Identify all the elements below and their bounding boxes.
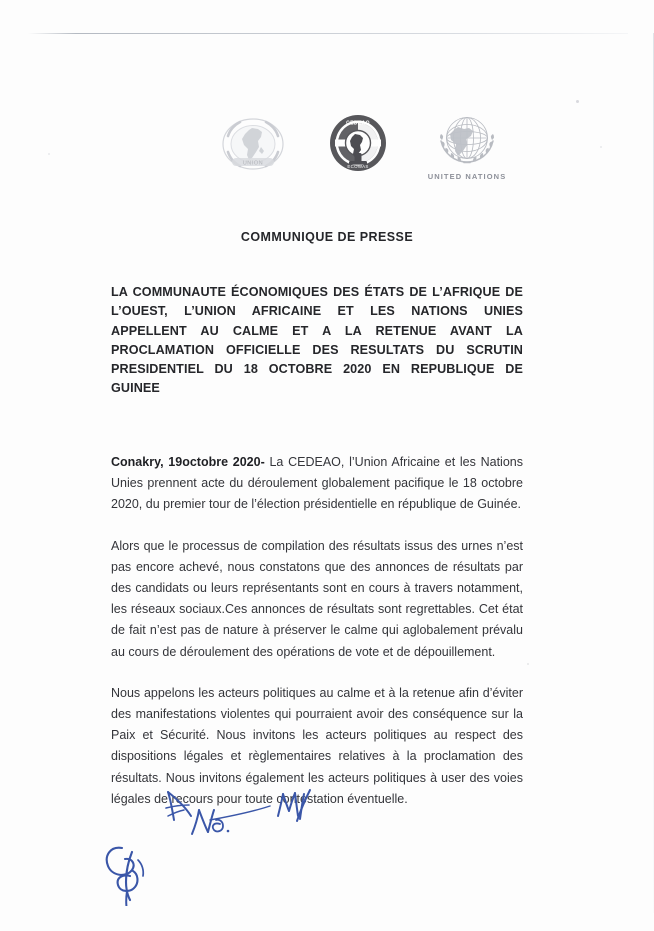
united-nations-caption: UNITED NATIONS <box>427 172 507 181</box>
logo-band <box>0 108 654 194</box>
dateline: Conakry, 19octobre 2020- <box>111 455 265 469</box>
united-nations-emblem-icon <box>412 110 522 181</box>
ecowas-cedeao-emblem-icon <box>312 112 404 174</box>
scan-speck <box>576 100 579 103</box>
document-body <box>111 452 523 810</box>
press-release-label: COMMUNIQUE DE PRESSE <box>240 230 414 244</box>
paragraph-dateline <box>111 452 523 516</box>
page-title: LA COMMUNAUTE ÉCONOMIQUES DES ÉTATS DE L’AFRIQUE DE L’OUEST, L’UNION AFRICAINE ET LES NATIONS UNIES APPELLENT AU CALME ET A LA RETENUE AVANT LA PROCLAMATION OFFICIELLE DES RESULTATS DU SCRUTIN PRESIDENTIEL DU 18 OCTOBRE 2020 EN REPUBLIQUE DE GUINEE <box>111 285 523 396</box>
african-union-emblem-icon <box>205 114 301 176</box>
svg-text:CEDEAO: CEDEAO <box>346 120 370 127</box>
paragraph-text: Alors que le processus de compilation des résultats issus des urnes n’est pas encore achevé, nous constatons que des annonces de résultats par des candidats ou leurs représentants sont en cours à travers notamment, les réseaux sociaux.Ces annonces de résultats sont regrettables. Cet état de fait n’est pas de nature à préserver le calme qui aglobalement prévalu au cours de déroulement des opérations de vote et de dépouillement. <box>111 538 523 659</box>
scan-speck <box>527 663 529 665</box>
svg-text:ECOWAS: ECOWAS <box>347 164 369 169</box>
paragraph-text: Nous appelons les acteurs politiques au calme et à la retenue afin d’éviter des manifestations violentes qui pourraient avoir des conséquence sur la Paix et Sécurité. Nous invitons les acteurs politiques au respect des dispositions légales et règlementaires relatives à la proclamation des résultats. Nous invitons également les acteurs politiques à user des voies légales de recours pour toute contestation éventuelle. <box>111 685 523 806</box>
paragraph-text: La CEDEAO, l’Union Africaine et les Nations Unies prennent acte du déroulement globalement pacifique le 18 octobre 2020, du premier tour de l’élection présidentielle en république de Guinée. <box>111 455 523 512</box>
scan-edge-top <box>28 33 628 34</box>
svg-text:UNION: UNION <box>242 160 264 167</box>
